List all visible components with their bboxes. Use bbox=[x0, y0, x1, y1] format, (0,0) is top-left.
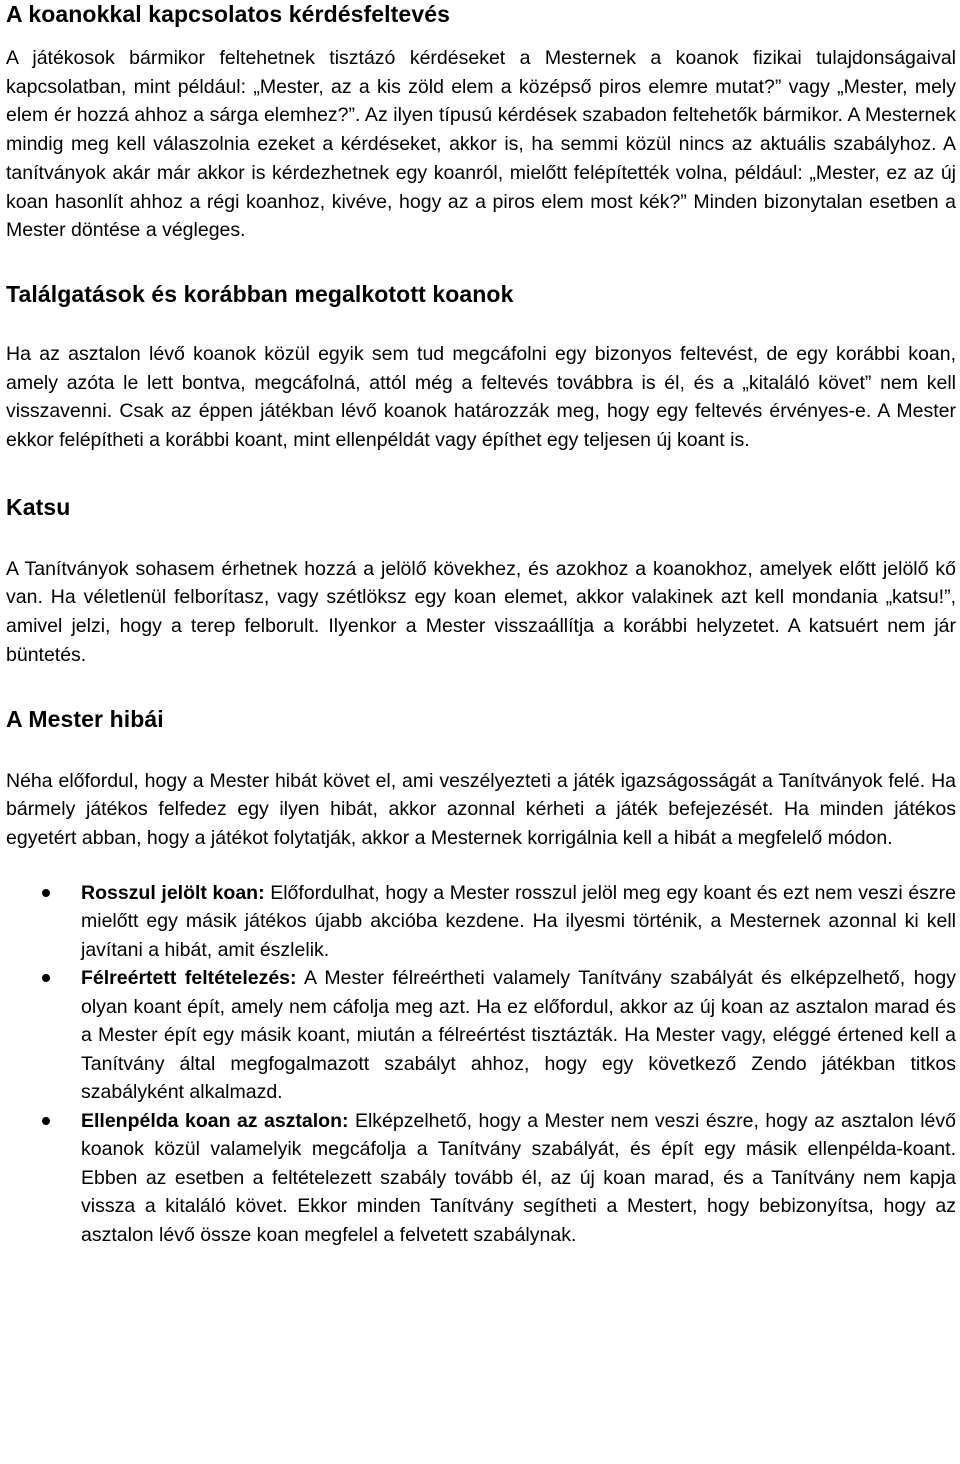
list-item-text: Elképzelhető, hogy a Mester nem veszi észre, hogy az asztalon lévő koanok közül valamelyik megcáfolja a Tanítvány szabályát, és épít egy másik ellenpélda-koant. Ebben az esetben a feltételezett szabály tovább él, az új koan marad, és a Tanítvány nem kapja vissza a kitaláló követ. Ekkor minden Tanítvány segítheti a Mestert, hogy bebizonyítsa, hogy az asztalon lévő össze koan megfelel a felvetett szabálynak. bbox=[81, 1109, 956, 1246]
list-item-text: Előfordulhat, hogy a Mester rosszul jelöl meg egy koant és ezt nem veszi észre mielőtt egy másik játékos újabb akcióba kezdene. Ha ilyesmi történik, a Mesternek azonnal ki kell javítani a hibát, amit észlelik. bbox=[81, 881, 957, 961]
heading-katsu: Katsu bbox=[6, 493, 71, 520]
list-item bbox=[6, 879, 956, 965]
paragraph-koan-questions: A játékosok bármikor feltehetnek tisztázó kérdéseket a Mesternek a koanok fizikai tulajdonságaival kapcsolatban, mint például: „Mester, az a kis zöld elem a középső piros elemre mutat?” vagy „Mester, mely elem ér hozzá ahhoz a sárga elemhez?”. Az ilyen típusú kérdések szabadon feltehetők bármikor. A Mesternek mindig meg kell válaszolnia ezeket a kérdéseket, akkor is, ha semmi közül nincs az aktuális szabályhoz. A tanítványok akár már akkor is kérdezhetnek egy koanról, mielőtt felépítették volna, például: „Mester, ez az új koan hasonlít ahhoz a régi koanhoz, kivéve, hogy az a piros elem most kék?” Minden bizonytalan esetben a Mester döntése a végleges. bbox=[6, 47, 956, 242]
list-item-text: A Mester félreértheti valamely Tanítvány szabályát és elképzelhető, hogy olyan koant épít, amely nem cáfolja meg azt. Ha ez előfordul, akkor az új koan az asztalon marad és a Mester épít egy másik koant, miután a félreértést tisztázták. Ha Mester vagy, eléggé értened kell a Tanítvány által megfogalmazott szabályt ahhoz, hogy egy következő Zendo játékban titkos szabályként alkalmazd. bbox=[81, 967, 956, 1104]
bullet-dot-icon bbox=[42, 1117, 50, 1125]
heading-koan-questions: A koanokkal kapcsolatos kérdésfeltevés bbox=[6, 1, 451, 27]
document-page bbox=[6, 0, 956, 1249]
mistake-list bbox=[6, 879, 956, 1250]
heading-guesses-and-previous-koans: Találgatások és korábban megalkotott koanok bbox=[6, 280, 514, 307]
bullet-dot-icon bbox=[42, 889, 50, 897]
list-item-term: Ellenpélda koan az asztalon: bbox=[81, 1109, 349, 1132]
paragraph-guesses-and-previous-koans: Ha az asztalon lévő koanok közül egyik sem tud megcáfolni egy bizonyos feltevést, de egy korábbi koan, amely azóta le lett bontva, megcáfolná, attól még a feltevés továbbra is él, és a „kitaláló követ” nem kell visszavenni. Csak az éppen játékban lévő koanok határozzák meg, hogy egy feltevés érvényes-e. A Mester ekkor felépítheti a korábbi koant, mint ellenpéldát vagy építhet egy teljesen új koant is. bbox=[6, 342, 956, 452]
list-item-term: Félreértett feltételezés: bbox=[81, 967, 297, 990]
bullet-dot-icon bbox=[42, 974, 50, 982]
heading-master-mistakes: A Mester hibái bbox=[6, 705, 164, 732]
list-item-term: Rosszul jelölt koan: bbox=[81, 881, 265, 904]
list-item bbox=[6, 1107, 956, 1250]
paragraph-katsu: A Tanítványok sohasem érhetnek hozzá a jelölő kövekhez, és azokhoz a koanokhoz, amelyek előtt jelölő kő van. Ha véletlenül felborítasz, vagy szétlöksz egy koan elemet, akkor valakinek azt kell mondania „katsu!”, amivel jelzi, hogy a terep felborult. Ilyenkor a Mester visszaállítja a korábbi helyzetet. A katsuért nem jár büntetés. bbox=[6, 557, 956, 666]
list-item bbox=[6, 964, 956, 1107]
paragraph-master-mistakes: Néha előfordul, hogy a Mester hibát követ el, ami veszélyezteti a játék igazságosságát a Tanítványok felé. Ha bármely játékos felfedez egy ilyen hibát, akkor azonnal kérheti a játék befejezését. Ha minden játékos egyetért abban, hogy a játékot folytatják, akkor a Mesternek korrigálnia kell a hibát a megfelelő módon. bbox=[6, 769, 956, 849]
